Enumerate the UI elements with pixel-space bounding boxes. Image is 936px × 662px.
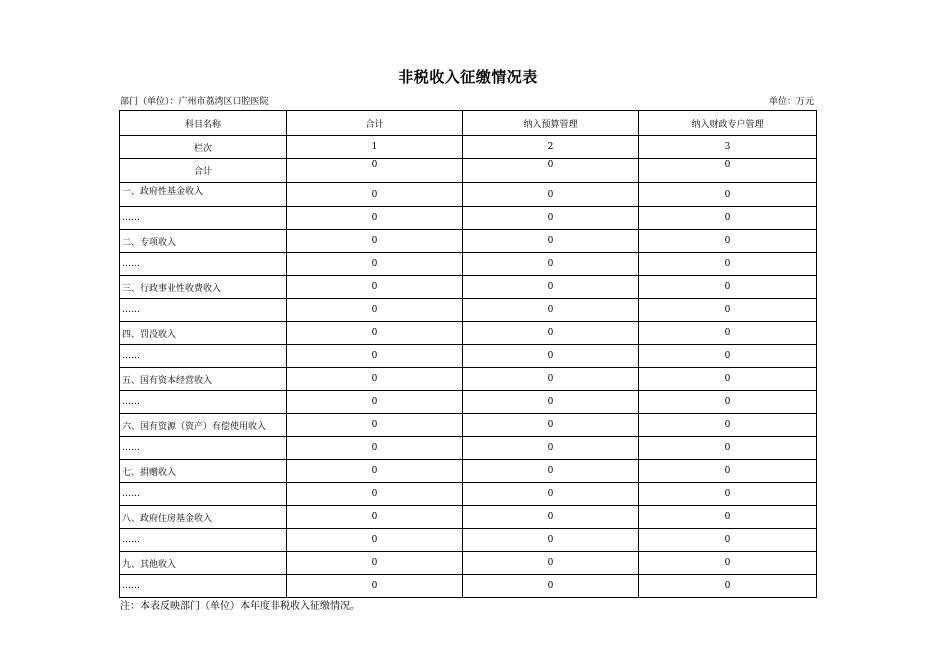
row-special-account: 0 bbox=[639, 276, 817, 299]
column-header-total: 合计 bbox=[287, 111, 463, 136]
table-row bbox=[120, 414, 817, 437]
row-subject: …… bbox=[120, 207, 287, 230]
row-subject: …… bbox=[120, 299, 287, 322]
table-header-row bbox=[120, 111, 817, 136]
row-special-account: 0 bbox=[639, 529, 817, 552]
table-row bbox=[120, 345, 817, 368]
row-budget: 0 bbox=[463, 460, 639, 483]
column-index-label: 栏次 bbox=[120, 136, 287, 159]
row-total: 0 bbox=[287, 183, 463, 207]
table-row bbox=[120, 437, 817, 460]
row-subject: …… bbox=[120, 345, 287, 368]
table-row bbox=[120, 230, 817, 253]
row-special-account: 0 bbox=[639, 391, 817, 414]
row-special-account: 0 bbox=[639, 253, 817, 276]
row-total: 0 bbox=[287, 276, 463, 299]
table-row bbox=[120, 391, 817, 414]
row-subject: …… bbox=[120, 253, 287, 276]
row-total: 0 bbox=[287, 529, 463, 552]
column-index-row bbox=[120, 136, 817, 159]
row-total: 0 bbox=[287, 414, 463, 437]
column-index-2: 2 bbox=[463, 136, 639, 159]
table-row bbox=[120, 299, 817, 322]
row-budget: 0 bbox=[463, 183, 639, 207]
row-subject: …… bbox=[120, 437, 287, 460]
row-special-account: 0 bbox=[639, 483, 817, 506]
row-subject: 四、罚没收入 bbox=[120, 322, 287, 345]
row-subject: 二、专项收入 bbox=[120, 230, 287, 253]
table-row bbox=[120, 253, 817, 276]
row-subject: 七、捐赠收入 bbox=[120, 460, 287, 483]
row-subject: …… bbox=[120, 483, 287, 506]
row-special-account: 0 bbox=[639, 575, 817, 598]
table-row bbox=[120, 183, 817, 207]
row-subject: …… bbox=[120, 391, 287, 414]
total-row-sum: 0 bbox=[287, 159, 463, 183]
row-total: 0 bbox=[287, 437, 463, 460]
row-budget: 0 bbox=[463, 414, 639, 437]
row-total: 0 bbox=[287, 207, 463, 230]
row-budget: 0 bbox=[463, 322, 639, 345]
page-title: 非税收入征缴情况表 bbox=[398, 68, 538, 86]
row-subject: 六、国有资源（资产）有偿使用收入 bbox=[120, 414, 287, 437]
row-special-account: 0 bbox=[639, 299, 817, 322]
table-row bbox=[120, 506, 817, 529]
row-special-account: 0 bbox=[639, 345, 817, 368]
row-subject: 五、国有资本经营收入 bbox=[120, 368, 287, 391]
row-total: 0 bbox=[287, 322, 463, 345]
row-budget: 0 bbox=[463, 230, 639, 253]
row-special-account: 0 bbox=[639, 183, 817, 207]
table-row bbox=[120, 575, 817, 598]
row-budget: 0 bbox=[463, 437, 639, 460]
row-subject: 八、政府住房基金收入 bbox=[120, 506, 287, 529]
row-subject: 三、行政事业性收费收入 bbox=[120, 276, 287, 299]
row-special-account: 0 bbox=[639, 368, 817, 391]
row-special-account: 0 bbox=[639, 414, 817, 437]
row-total: 0 bbox=[287, 253, 463, 276]
total-row-budget: 0 bbox=[463, 159, 639, 183]
table-row bbox=[120, 322, 817, 345]
table-row bbox=[120, 368, 817, 391]
row-subject: …… bbox=[120, 529, 287, 552]
row-total: 0 bbox=[287, 575, 463, 598]
footnote: 注：本表反映部门（单位）本年度非税收入征缴情况。 bbox=[120, 601, 360, 612]
row-special-account: 0 bbox=[639, 506, 817, 529]
row-budget: 0 bbox=[463, 529, 639, 552]
row-budget: 0 bbox=[463, 276, 639, 299]
row-total: 0 bbox=[287, 230, 463, 253]
row-total: 0 bbox=[287, 483, 463, 506]
table-row bbox=[120, 276, 817, 299]
table-row bbox=[120, 460, 817, 483]
row-total: 0 bbox=[287, 506, 463, 529]
row-budget: 0 bbox=[463, 253, 639, 276]
column-header-subject: 科目名称 bbox=[120, 111, 287, 136]
row-total: 0 bbox=[287, 368, 463, 391]
row-budget: 0 bbox=[463, 299, 639, 322]
row-budget: 0 bbox=[463, 552, 639, 575]
row-budget: 0 bbox=[463, 483, 639, 506]
row-special-account: 0 bbox=[639, 552, 817, 575]
total-row-special-account: 0 bbox=[639, 159, 817, 183]
unit-label: 单位：万元 bbox=[768, 97, 814, 107]
row-budget: 0 bbox=[463, 506, 639, 529]
row-special-account: 0 bbox=[639, 230, 817, 253]
table-row bbox=[120, 207, 817, 230]
column-index-3: 3 bbox=[639, 136, 817, 159]
column-header-special-account: 纳入财政专户管理 bbox=[639, 111, 817, 136]
total-row bbox=[120, 159, 817, 183]
column-index-1: 1 bbox=[287, 136, 463, 159]
row-special-account: 0 bbox=[639, 322, 817, 345]
revenue-table bbox=[119, 110, 817, 598]
row-subject: 一、政府性基金收入 bbox=[120, 183, 287, 207]
row-total: 0 bbox=[287, 299, 463, 322]
row-budget: 0 bbox=[463, 207, 639, 230]
row-special-account: 0 bbox=[639, 437, 817, 460]
table-row bbox=[120, 483, 817, 506]
row-subject: 九、其他收入 bbox=[120, 552, 287, 575]
row-budget: 0 bbox=[463, 575, 639, 598]
column-header-budget: 纳入预算管理 bbox=[463, 111, 639, 136]
row-total: 0 bbox=[287, 391, 463, 414]
total-row-label: 合计 bbox=[120, 159, 287, 183]
department-label: 部门（单位）：广州市荔湾区口腔医院 bbox=[120, 97, 269, 107]
row-total: 0 bbox=[287, 552, 463, 575]
row-budget: 0 bbox=[463, 345, 639, 368]
row-total: 0 bbox=[287, 460, 463, 483]
table-row bbox=[120, 552, 817, 575]
row-budget: 0 bbox=[463, 368, 639, 391]
row-special-account: 0 bbox=[639, 207, 817, 230]
row-total: 0 bbox=[287, 345, 463, 368]
row-special-account: 0 bbox=[639, 460, 817, 483]
table-row bbox=[120, 529, 817, 552]
row-subject: …… bbox=[120, 575, 287, 598]
row-budget: 0 bbox=[463, 391, 639, 414]
